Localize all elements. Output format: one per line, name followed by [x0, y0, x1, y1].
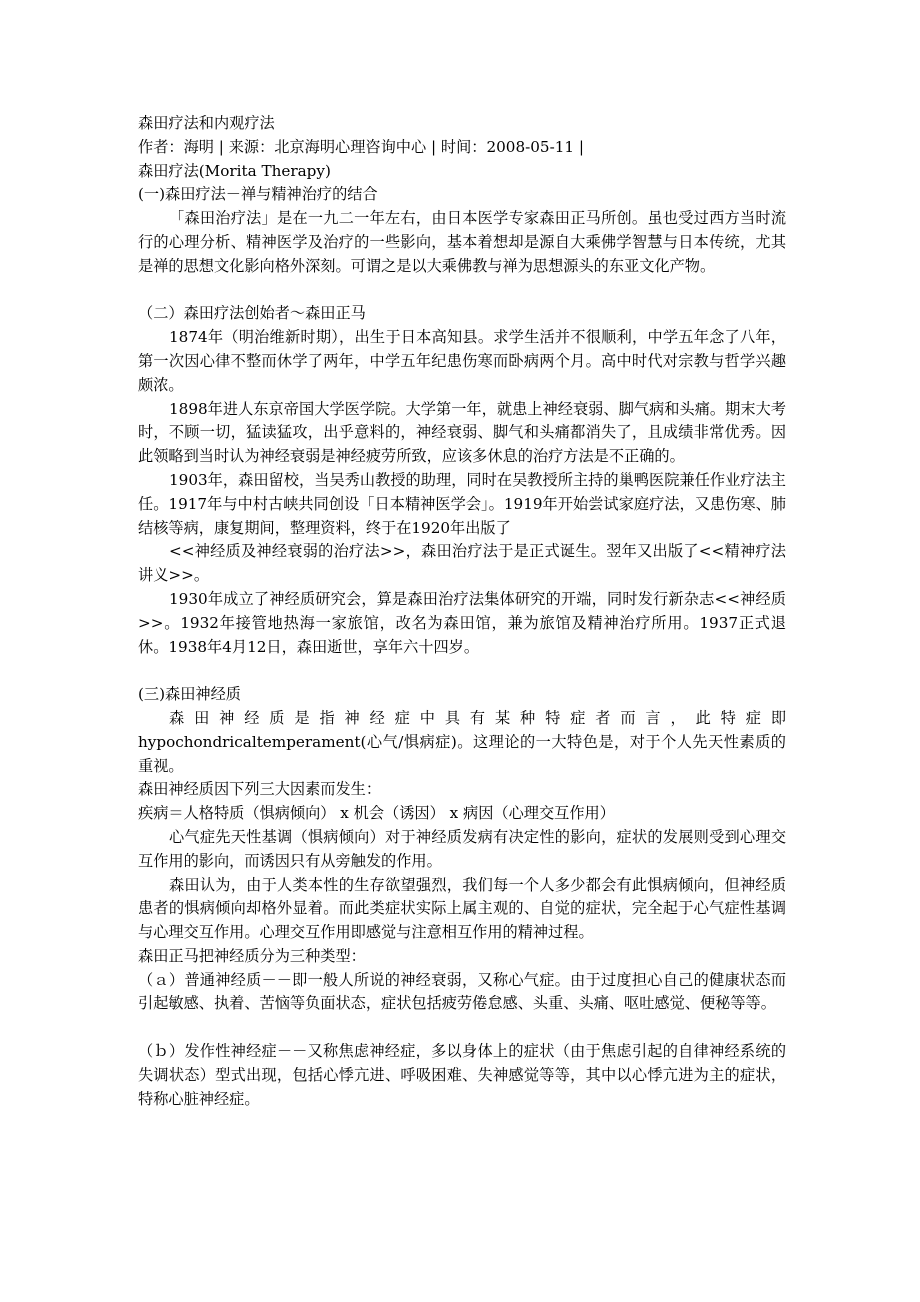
- section-heading-2: （二）森田疗法创始者～森田正马: [138, 304, 366, 323]
- paragraph: <<神经质及神经衰弱的治疗法>>，森田治疗法于是正式诞生。翌年又出版了<<精神疗法讲义>>。: [138, 542, 786, 585]
- paragraph: 「森田治疗法」是在一九二一年左右，由日本医学专家森田正马所创。虽也受过西方当时流行的心理分析、精神医学及治疗的一些影向，基本着想却是源自大乘佛学智慧与日本传统，尤其是禅的思想文化影向格外深刻。可谓之是以大乘佛教与禅为思想源头的东亚文化产物。: [138, 209, 786, 275]
- spacer: [138, 659, 786, 683]
- section-heading-1: (一)森田疗法－禅与精神治疗的结合: [138, 185, 378, 204]
- paragraph: 森田神经质是指神经症中具有某种特症者而言，此特症即hypochondricaltemperament(心气/惧病症)。这理论的一大特色是，对于个人先天性素质的重视。: [138, 708, 786, 775]
- document-title: 森田疗法和内观疗法: [138, 114, 275, 132]
- document-page: [138, 112, 786, 1111]
- type-a-item: （ａ）普通神经质－－即一般人所说的神经衰弱，又称心气症。由于过度担心自己的健康状态而引起敏感、执着、苦恼等负面状态，症状包括疲劳倦怠感、头重、头痛、呕吐感觉、便秘等等。: [138, 970, 786, 1013]
- formula-line: 疾病＝人格特质（惧病倾向） x 机会（诱因） x 病因（心理交互作用）: [138, 804, 615, 823]
- text-line: 森田神经质因下列三大因素而发生：: [138, 780, 381, 799]
- paragraph: 1874年（明治维新时期），出生于日本高知县。求学生活并不很顺利，中学五年念了八年，第一次因心律不整而休学了两年，中学五年纪患伤寒而卧病两个月。高中时代对宗教与哲学兴趣颇浓。: [138, 328, 786, 394]
- paragraph: 森田认为，由于人类本性的生存欲望强烈，我们每一个人多少都会有此惧病倾向，但神经质患者的惧病倾向却格外显着。而此类症状实际上属主观的、自觉的症状，完全起于心气症性基调与心理交互作用。心理交互作用即感觉与注意相互作用的精神过程。: [138, 875, 786, 942]
- text-line: 森田正马把神经质分为三种类型：: [138, 946, 366, 965]
- paragraph: 1903年，森田留校，当吴秀山教授的助理，同时在吴教授所主持的巢鸭医院兼任作业疗法主任。1917年与中村古峡共同创设「日本精神医学会」。1919年开始尝试家庭疗法，又患伤寒、肺结核等病，康复期间，整理资料，终于在1920年出版了: [138, 470, 786, 537]
- paragraph: 心气症先天性基调（惧病倾向）对于神经质发病有决定性的影向，症状的发展则受到心理交互作用的影向，而诱因只有从旁触发的作用。: [138, 827, 786, 870]
- paragraph: 1930年成立了神经质研究会，算是森田治疗法集体研究的开端，同时发行新杂志<<神经质>>。1932年接管地热海一家旅馆，改名为森田馆，兼为旅馆及精神治疗所用。1937正式退休。1938年4月12日，森田逝世，享年六十四岁。: [138, 589, 786, 656]
- spacer: [138, 1016, 786, 1040]
- paragraph: 1898年进人东京帝国大学医学院。大学第一年，就患上神经衰弱、脚气病和头痛。期末大考时，不顾一切，猛读猛攻，出乎意料的，神经衰弱、脚气和头痛都消失了，且成绩非常优秀。因此领略到当时认为神经衰弱是神经疲劳所致，应该多休息的治疗方法是不正确的。: [138, 399, 786, 466]
- spacer: [138, 279, 786, 303]
- article-meta: 作者：海明 | 来源：北京海明心理咨询中心 | 时间：2008-05-11 |: [138, 137, 584, 156]
- type-b-item: （ｂ）发作性神经症－－又称焦虑神经症，多以身体上的症状（由于焦虑引起的自律神经系统的失调状态）型式出现，包括心悸亢进、呼吸困难、失神感觉等等，其中以心悸亢进为主的症状，特称心脏神经症。: [138, 1042, 786, 1108]
- section-heading-3: (三)森田神经质: [138, 685, 241, 704]
- section-subtitle: 森田疗法(Morita Therapy): [138, 161, 331, 180]
